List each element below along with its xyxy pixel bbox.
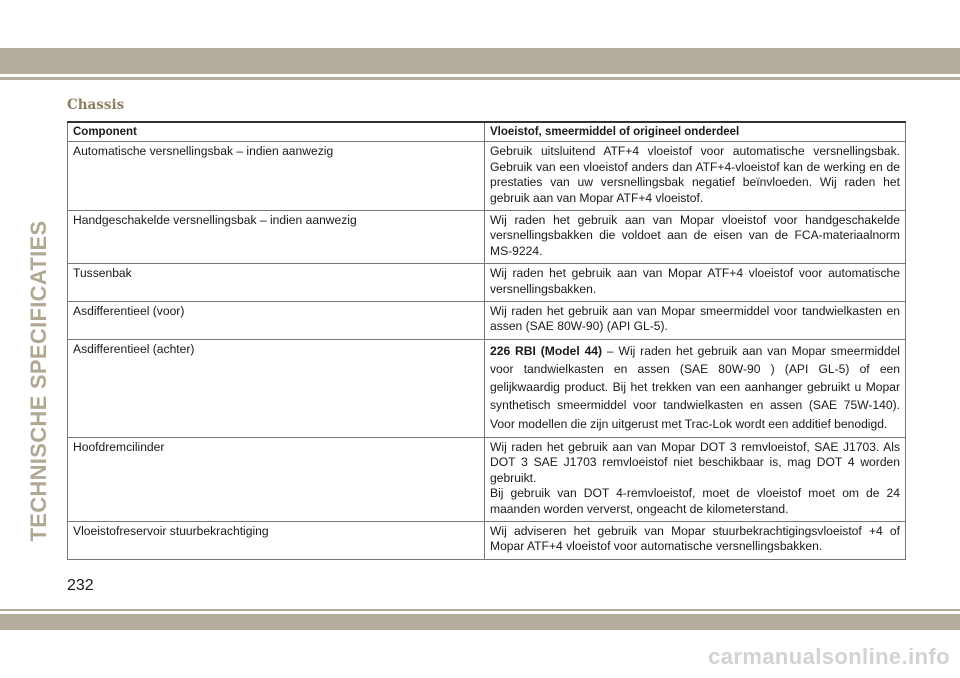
row-value: Wij raden het gebruik aan van Mopar smeermiddel voor tandwielkasten en assen (SAE 80W-90) (API GL-5). <box>485 302 906 340</box>
row-component: Asdifferentieel (voor) <box>68 302 485 340</box>
table-row <box>68 437 906 521</box>
row-value: Wij raden het gebruik aan van Mopar ATF+4 vloeistof voor automatische versnellingsbakken. <box>485 264 906 302</box>
header-component: Component <box>68 122 485 142</box>
table-row <box>68 142 906 211</box>
footer-band <box>0 614 960 630</box>
row-value-text: – Wij raden het gebruik aan van Mopar smeermiddel voor tandwielkasten en assen (SAE 80W-90 ) (API GL-5) of een gelijkwaardig product. Bij het trekken van een aanhanger gebruikt u Mopar synthetisch smeermiddel voor tandwielkasten en assen (SAE 75W-140). Voor modellen die zijn uitgerust met Trac-Lok wordt een additief benodigd. <box>490 343 900 431</box>
row-value-paragraph: Bij gebruik van DOT 4-remvloeistof, moet de vloeistof moet om de 24 maanden worden ververst, ongeacht de kilometerstand. <box>490 486 900 516</box>
row-component: Automatische versnellingsbak – indien aanwezig <box>68 142 485 211</box>
table-row <box>68 211 906 264</box>
row-component: Asdifferentieel (achter) <box>68 339 485 437</box>
footer-rule <box>0 609 960 611</box>
side-section-label-text: TECHNISCHE SPECIFICATIES <box>26 220 51 542</box>
row-component: Tussenbak <box>68 264 485 302</box>
row-value: Wij adviseren het gebruik van Mopar stuurbekrachtigingsvloeistof +4 of Mopar ATF+4 vloeistof voor automatische versnellingsbakken. <box>485 521 906 559</box>
watermark: carmanualsonline.info <box>708 644 950 669</box>
section-title: Chassis <box>67 97 125 113</box>
header-rule <box>0 77 960 80</box>
row-value: Wij raden het gebruik aan van Mopar vloeistof voor handgeschakelde versnellingsbakken die voldoet aan de eisen van de FCA-materiaalnorm MS-9224. <box>485 211 906 264</box>
row-value-model: 226 RBI (Model 44) <box>490 343 603 358</box>
row-value: Gebruik uitsluitend ATF+4 vloeistof voor automatische versnellingsbak. Gebruik van een vloeistof anders dan ATF+4-vloeistof kan de werking en de prestaties van uw versnellingsbak negatief beïnvloeden. Wij raden het gebruik aan van Mopar ATF+4 vloeistof. <box>485 142 906 211</box>
header-fluid: Vloeistof, smeermiddel of origineel onderdeel <box>485 122 906 142</box>
row-component: Vloeistofreservoir stuurbekrachtiging <box>68 521 485 559</box>
header-band <box>0 48 960 74</box>
chassis-fluids-table <box>67 121 906 560</box>
row-value <box>485 339 906 437</box>
table-row <box>68 302 906 340</box>
row-value-paragraph: Wij raden het gebruik aan van Mopar DOT 3 remvloeistof, SAE J1703. Als DOT 3 SAE J1703 remvloeistof niet beschikbaar is, mag DOT 4 worden gebruikt. <box>490 439 900 485</box>
table-header-row <box>68 122 906 142</box>
table-row <box>68 339 906 437</box>
side-section-label <box>24 220 54 542</box>
row-component: Handgeschakelde versnellingsbak – indien aanwezig <box>68 211 485 264</box>
row-value <box>485 437 906 521</box>
table-row <box>68 521 906 559</box>
page-number: 232 <box>67 577 94 594</box>
row-component: Hoofdremcilinder <box>68 437 485 521</box>
table-row <box>68 264 906 302</box>
